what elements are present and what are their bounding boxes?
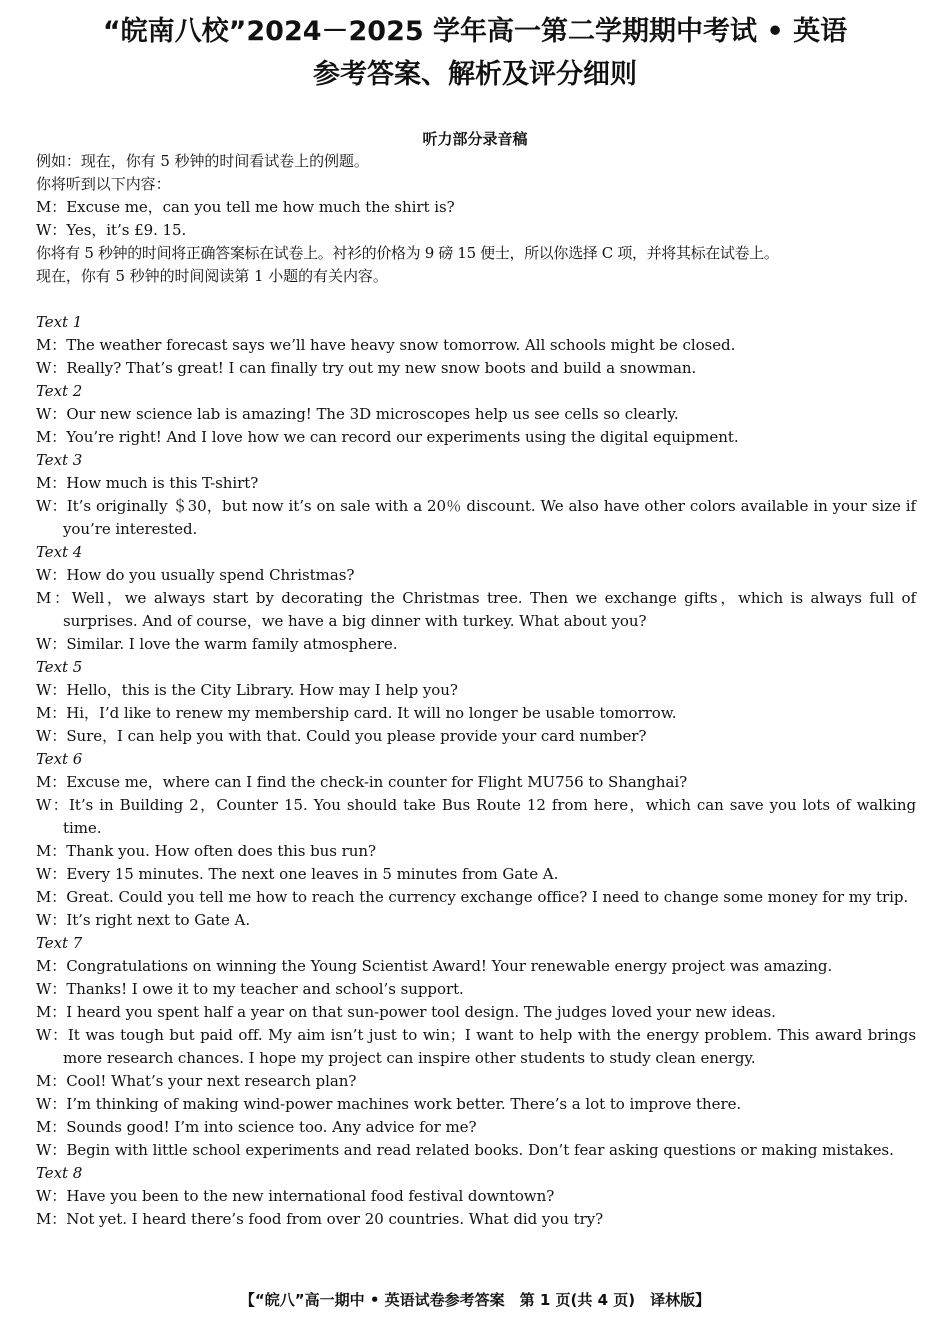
dialogue-line: M：You’re right! And I love how we can record our experiments using the digital equipment.	[36, 428, 739, 446]
text-heading: Text 1	[36, 313, 83, 331]
text-heading: Text 2	[36, 382, 83, 400]
text-3	[36, 449, 916, 541]
dialogue-line: W：Hello，this is the City Library. How may I help you?	[36, 681, 458, 699]
text-2	[36, 380, 916, 449]
section-title: 听力部分录音稿	[422, 130, 528, 148]
dialogue-line: M：Excuse me，where can I find the check-in counter for Flight MU756 to Shanghai?	[36, 773, 688, 791]
dialogue-line: M：Thank you. How often does this bus run?	[36, 842, 376, 860]
dialogue-line: W：Begin with little school experiments and read related books. Don’t fear asking questions or making mistakes.	[36, 1141, 894, 1159]
intro-line: 例如：现在，你有 5 秒钟的时间看试卷上的例题。	[36, 152, 369, 170]
dialogue-line: W：Our new science lab is amazing! The 3D microscopes help us see cells so clearly.	[36, 405, 679, 423]
dialogue-line: W：It’s originally ＄30，but now it’s on sale with a 20％ discount. We also have other colors available in your size if you’re interested.	[36, 497, 916, 538]
dialogue-line: W：I’m thinking of making wind-power machines work better. There’s a lot to improve there.	[36, 1095, 742, 1113]
dialogue-line: M：Cool! What’s your next research plan?	[36, 1072, 357, 1090]
text-heading: Text 4	[36, 543, 83, 561]
dialogue-line: W：Have you been to the new international food festival downtown?	[36, 1187, 555, 1205]
text-heading: Text 7	[36, 934, 83, 952]
dialogue-line: M：How much is this T-shirt?	[36, 474, 259, 492]
dialogue-line: W：Really? That’s great! I can finally try out my new snow boots and build a snowman.	[36, 359, 697, 377]
dialogue-line: W：Sure，I can help you with that. Could you please provide your card number?	[36, 727, 647, 745]
blank-line	[36, 288, 916, 311]
text-heading: Text 6	[36, 750, 83, 768]
text-heading: Text 5	[36, 658, 83, 676]
dialogue-line: W：Similar. I love the warm family atmosphere.	[36, 635, 398, 653]
dialogue-line: W：Every 15 minutes. The next one leaves in 5 minutes from Gate A.	[36, 865, 559, 883]
page-footer: 【“皖八”高一期中 • 英语试卷参考答案 第 1 页(共 4 页) 译林版】	[239, 1291, 711, 1309]
text-7	[36, 932, 916, 1162]
text-1	[36, 311, 916, 380]
intro-line: M：Excuse me，can you tell me how much the shirt is?	[36, 198, 455, 216]
intro-block	[36, 150, 916, 288]
document-subtitle: 参考答案、解析及评分细则	[313, 59, 637, 90]
dialogue-line: M：Well，we always start by decorating the Christmas tree. Then we exchange gifts，which is always full of surprises. And of course，we have a big dinner with turkey. What about you?	[36, 589, 916, 630]
intro-line: 现在，你有 5 秒钟的时间阅读第 1 小题的有关内容。	[36, 267, 388, 285]
transcript-body	[36, 150, 916, 1231]
dialogue-line: W：It was tough but paid off. My aim isn’t just to win；I want to help with the energy problem. This award brings more research chances. I hope my project can inspire other students to study clean energy.	[36, 1026, 916, 1067]
intro-line: W：Yes，it’s £9. 15.	[36, 221, 187, 239]
dialogue-line: M：Hi，I’d like to renew my membership card. It will no longer be usable tomorrow.	[36, 704, 677, 722]
text-4	[36, 541, 916, 656]
text-heading: Text 8	[36, 1164, 83, 1182]
intro-line: 你将有 5 秒钟的时间将正确答案标在试卷上。衬衫的价格为 9 磅 15 便士，所以你选择 C 项，并将其标在试卷上。	[36, 244, 779, 262]
text-6	[36, 748, 916, 932]
dialogue-line: M：Great. Could you tell me how to reach the currency exchange office? I need to change some money for my trip.	[36, 888, 909, 906]
text-8	[36, 1162, 916, 1231]
dialogue-line: W：How do you usually spend Christmas?	[36, 566, 355, 584]
text-heading: Text 3	[36, 451, 83, 469]
dialogue-line: M：Sounds good! I’m into science too. Any advice for me?	[36, 1118, 477, 1136]
dialogue-line: W：Thanks! I owe it to my teacher and school’s support.	[36, 980, 464, 998]
dialogue-line: M：Congratulations on winning the Young Scientist Award! Your renewable energy project was amazing.	[36, 957, 833, 975]
intro-line: 你将听到以下内容：	[36, 175, 171, 193]
dialogue-line: W：It’s in Building 2，Counter 15. You should take Bus Route 12 from here，which can save you lots of walking time.	[36, 796, 916, 837]
dialogue-line: M：I heard you spent half a year on that sun-power tool design. The judges loved your new ideas.	[36, 1003, 776, 1021]
text-5	[36, 656, 916, 748]
dialogue-line: W：It’s right next to Gate A.	[36, 911, 251, 929]
dialogue-line: M：Not yet. I heard there’s food from over 20 countries. What did you try?	[36, 1210, 604, 1228]
document-title: “皖南八校”2024－2025 学年高一第二学期期中考试 • 英语	[102, 16, 848, 47]
dialogue-line: M：The weather forecast says we’ll have heavy snow tomorrow. All schools might be closed.	[36, 336, 736, 354]
